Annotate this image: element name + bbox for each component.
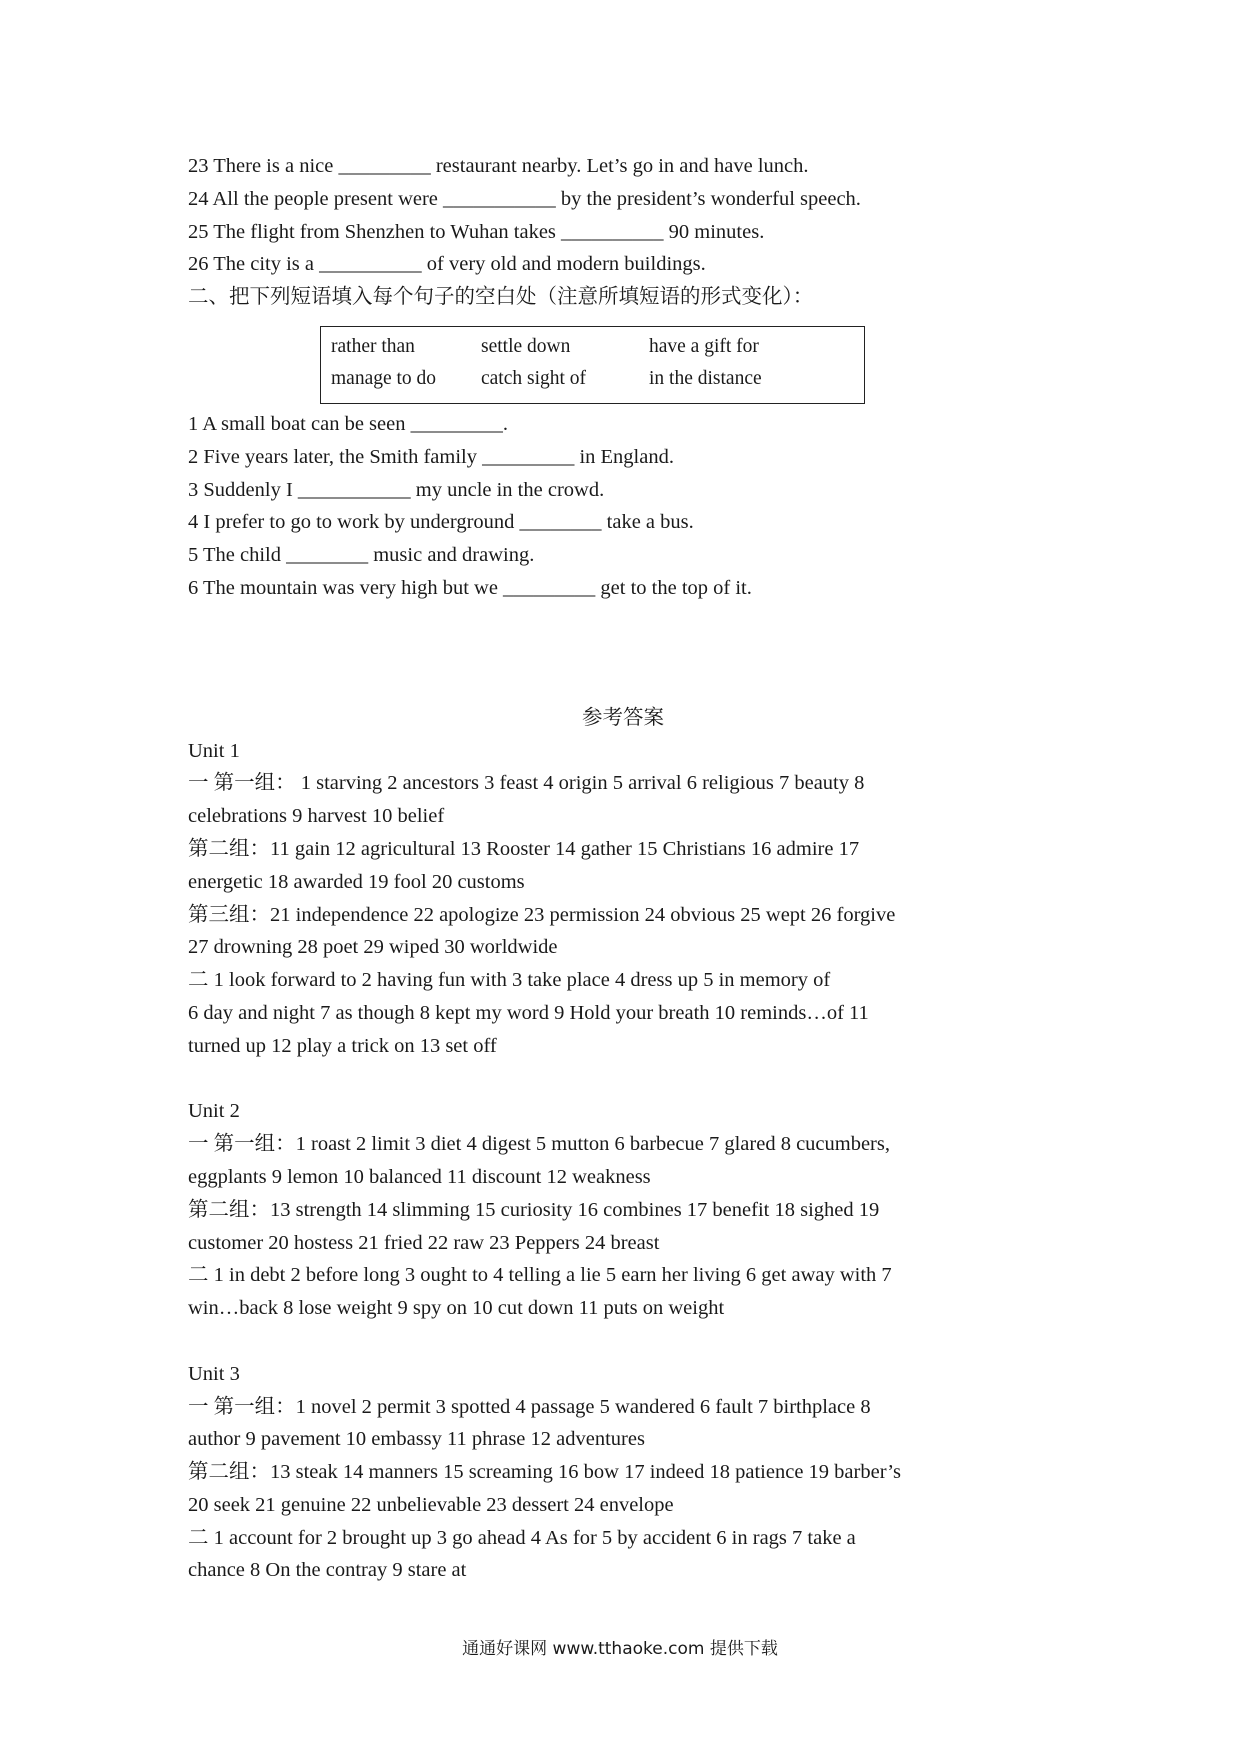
answer-line: win…back 8 lose weight 9 spy on 10 cut down 11 puts on weight bbox=[188, 1297, 725, 1320]
answer-line: 第二组：11 gain 12 agricultural 13 Rooster 14 gather 15 Christians 16 admire 17 bbox=[188, 837, 860, 860]
exercise-section bbox=[188, 150, 1058, 281]
section-two-heading: 二、把下列短语填入每个句子的空白处（注意所填短语的形式变化）： bbox=[188, 286, 814, 309]
phrase-row bbox=[331, 363, 864, 395]
phrase: catch sight of bbox=[481, 367, 587, 389]
document-page bbox=[188, 150, 1058, 1587]
answer-line: energetic 18 awarded 19 fool 20 customs bbox=[188, 870, 525, 893]
phrase-sentence: 5 The child ________ music and drawing. bbox=[188, 544, 535, 567]
unit-block bbox=[188, 1358, 1058, 1588]
phrase: rather than bbox=[331, 335, 415, 357]
answer-line: celebrations 9 harvest 10 belief bbox=[188, 805, 445, 828]
page-footer: 通通好课网 www.tthaoke.com 提供下载 bbox=[462, 1639, 778, 1659]
phrase-sentence: 6 The mountain was very high but we _________ get to the top of it. bbox=[188, 576, 752, 599]
answer-line: 一 第一组： 1 starving 2 ancestors 3 feast 4 origin 5 arrival 6 religious 7 beauty 8 bbox=[188, 772, 865, 795]
answer-line: 一 第一组：1 roast 2 limit 3 diet 4 digest 5 mutton 6 barbecue 7 glared 8 cucumbers, bbox=[188, 1133, 890, 1156]
exercise-line: 25 The flight from Shenzhen to Wuhan takes __________ 90 minutes. bbox=[188, 220, 765, 243]
answer-line: author 9 pavement 10 embassy 11 phrase 12 adventures bbox=[188, 1428, 645, 1451]
answer-line: eggplants 9 lemon 10 balanced 11 discount 12 weakness bbox=[188, 1165, 651, 1188]
answer-line: 第三组：21 independence 22 apologize 23 permission 24 obvious 25 wept 26 forgive bbox=[188, 903, 896, 926]
answer-line: 第二组：13 strength 14 slimming 15 curiosity 16 combines 17 benefit 18 sighed 19 bbox=[188, 1198, 880, 1221]
exercise-line: 26 The city is a __________ of very old and modern buildings. bbox=[188, 253, 706, 276]
exercise-line: 24 All the people present were ___________ by the president’s wonderful speech. bbox=[188, 187, 861, 210]
answer-line: 20 seek 21 genuine 22 unbelievable 23 dessert 24 envelope bbox=[188, 1493, 674, 1516]
phrase: settle down bbox=[481, 335, 571, 357]
phrase-sentence: 1 A small boat can be seen _________. bbox=[188, 412, 508, 435]
answers-title: 参考答案 bbox=[582, 706, 664, 729]
answer-line: turned up 12 play a trick on 13 set off bbox=[188, 1034, 497, 1057]
answer-line: 第二组：13 steak 14 manners 15 screaming 16 bow 17 indeed 18 patience 19 barber’s bbox=[188, 1461, 901, 1484]
phrase-sentence: 4 I prefer to go to work by underground ________ take a bus. bbox=[188, 511, 694, 534]
answer-line: 6 day and night 7 as though 8 kept my word 9 Hold your breath 10 reminds…of 11 bbox=[188, 1001, 869, 1024]
answer-line: 二 1 in debt 2 before long 3 ought to 4 telling a lie 5 earn her living 6 get away with 7 bbox=[188, 1264, 892, 1287]
answer-units bbox=[188, 735, 1058, 1588]
phrase-sentence: 3 Suddenly I ___________ my uncle in the crowd. bbox=[188, 478, 605, 501]
unit-title: Unit 1 bbox=[188, 739, 240, 762]
phrase-sentences bbox=[188, 408, 1058, 605]
answer-line: customer 20 hostess 21 fried 22 raw 23 Peppers 24 breast bbox=[188, 1231, 660, 1254]
exercise-line: 23 There is a nice _________ restaurant nearby. Let’s go in and have lunch. bbox=[188, 155, 809, 177]
unit-title: Unit 3 bbox=[188, 1362, 240, 1385]
unit-title: Unit 2 bbox=[188, 1100, 240, 1123]
phrase: have a gift for bbox=[649, 335, 759, 357]
phrase: manage to do bbox=[331, 367, 437, 389]
phrase: in the distance bbox=[649, 367, 762, 389]
answer-line: 一 第一组：1 novel 2 permit 3 spotted 4 passage 5 wandered 6 fault 7 birthplace 8 bbox=[188, 1395, 871, 1418]
unit-block bbox=[188, 735, 1058, 1063]
unit-block bbox=[188, 1095, 1058, 1325]
phrase-row bbox=[331, 331, 864, 363]
answer-line: 二 1 account for 2 brought up 3 go ahead 4 As for 5 by accident 6 in rags 7 take a bbox=[188, 1526, 856, 1549]
answer-line: 二 1 look forward to 2 having fun with 3 take place 4 dress up 5 in memory of bbox=[188, 969, 831, 992]
phrase-sentence: 2 Five years later, the Smith family _________ in England. bbox=[188, 445, 674, 468]
answer-line: chance 8 On the contray 9 stare at bbox=[188, 1559, 467, 1582]
phrase-box bbox=[320, 326, 865, 404]
answer-line: 27 drowning 28 poet 29 wiped 30 worldwide bbox=[188, 936, 558, 959]
